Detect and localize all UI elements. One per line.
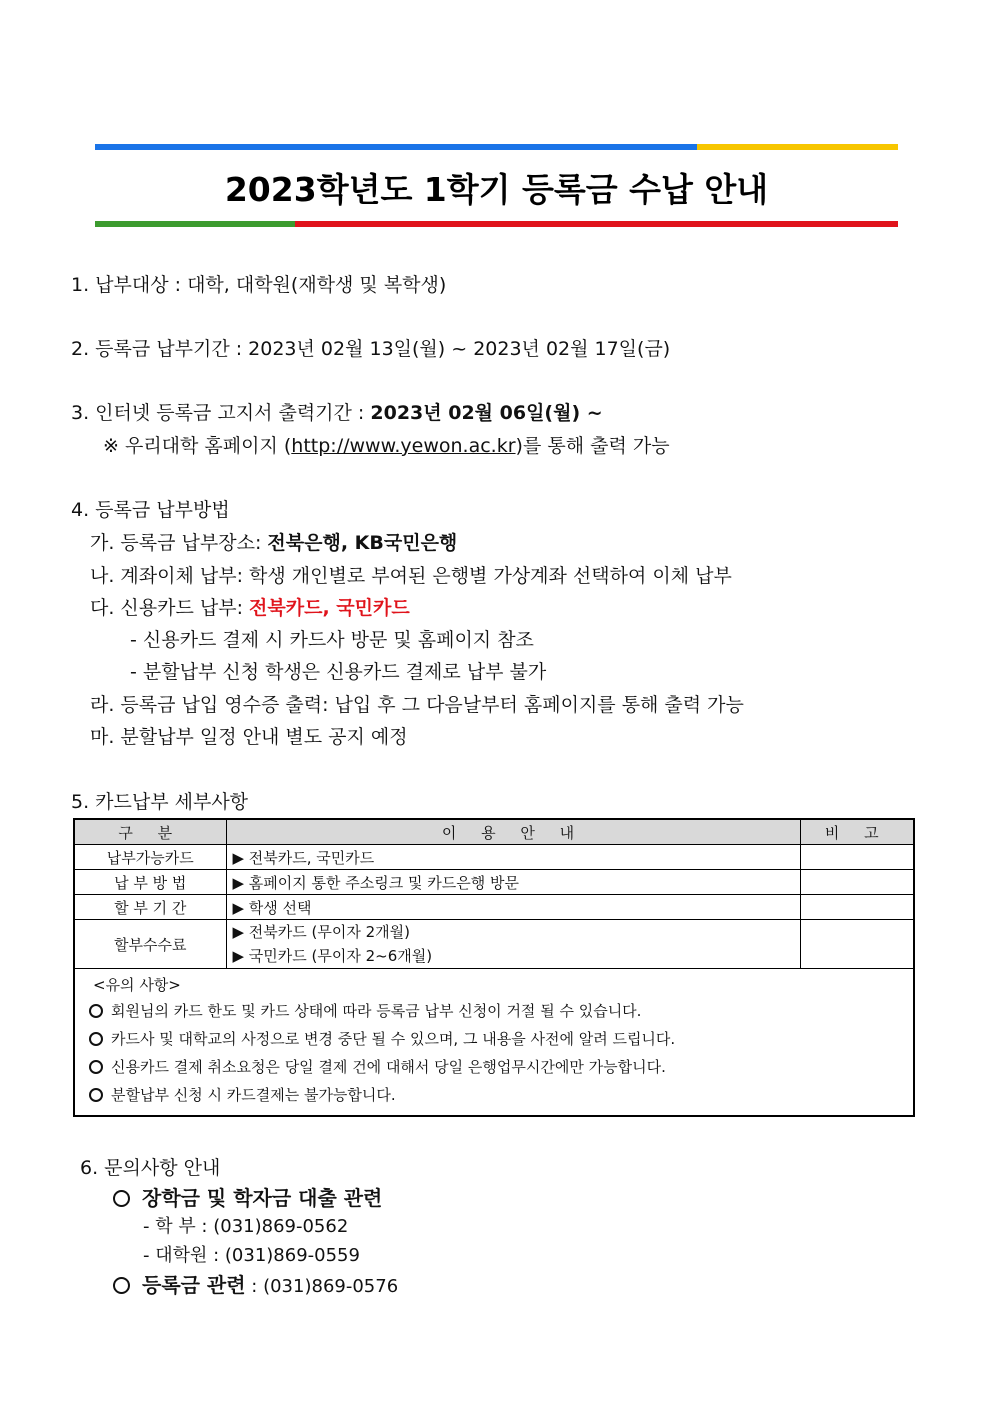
section-4-da — [90, 593, 410, 620]
notes-title: <유의 사항> — [93, 976, 181, 994]
section-3-note-suffix: )를 통해 출력 가능 — [515, 435, 670, 457]
section-4-da-sub1: - 신용카드 결제 시 카드사 방문 및 홈페이지 참조 — [130, 629, 534, 651]
note-text: 신용카드 결제 취소요청은 당일 결제 건에 대해서 당일 은행업무시간에만 가능합니다. — [111, 1058, 666, 1076]
section-4-ma: 마. 분할납부 일정 안내 별도 공지 예정 — [90, 726, 408, 748]
section-4-ga-label: 가. 등록금 납부장소: — [90, 532, 268, 554]
row-label: 할부수수료 — [74, 920, 226, 969]
section-6: 6. 문의사항 안내 — [80, 1157, 221, 1179]
section-4: 4. 등록금 납부방법 — [71, 499, 230, 521]
row-label: 납 부 방 법 — [74, 870, 226, 895]
homepage-link[interactable]: http://www.yewon.ac.kr — [291, 435, 516, 457]
row-info: ▶ 전북카드, 국민카드 — [226, 845, 800, 870]
contact-group-2-label: 등록금 관련 — [142, 1273, 246, 1297]
note-item — [89, 1025, 903, 1053]
section-3 — [71, 398, 603, 425]
circle-bullet-icon — [89, 1032, 103, 1046]
row-note — [800, 845, 914, 870]
row-info-line: ▶ 국민카드 (무이자 2~6개월) — [232, 947, 433, 965]
contact-undergrad: - 학 부 : (031)869-0562 — [143, 1216, 349, 1237]
circle-bullet-icon — [89, 1060, 103, 1074]
section-4-ga — [90, 528, 457, 555]
contact-group-1-title: 장학금 및 학자금 대출 관련 — [142, 1186, 383, 1210]
contact-group-2 — [113, 1269, 398, 1298]
circle-bullet-icon — [89, 1088, 103, 1102]
row-info: ▶ 홈페이지 통한 주소링크 및 카드은행 방문 — [226, 870, 800, 895]
section-4-ga-value: 전북은행, KB국민은행 — [267, 532, 458, 554]
note-item — [89, 1081, 903, 1109]
row-note — [800, 920, 914, 969]
table-row — [74, 870, 914, 895]
section-3-note — [103, 431, 670, 458]
section-1: 1. 납부대상 : 대학, 대학원(재학생 및 복학생) — [71, 274, 447, 296]
top-bar-blue — [95, 144, 697, 150]
section-3-note-prefix: ※ 우리대학 홈페이지 ( — [103, 435, 292, 457]
contact-group-1 — [113, 1182, 382, 1211]
page-title: 2023학년도 1학기 등록금 수납 안내 — [224, 170, 769, 209]
section-4-da-label: 다. 신용카드 납부: — [90, 597, 250, 619]
row-label: 할 부 기 간 — [74, 895, 226, 920]
contact-group-2-phone: : (031)869-0576 — [245, 1276, 399, 1297]
header-remarks: 비 고 — [800, 819, 914, 845]
row-label: 납부가능카드 — [74, 845, 226, 870]
section-4-na: 나. 계좌이체 납부: 학생 개인별로 부여된 은행별 가상계좌 선택하여 이체 납부 — [90, 565, 732, 587]
circle-bullet-icon — [89, 1004, 103, 1018]
notes-row — [74, 969, 914, 1117]
row-info: ▶ 학생 선택 — [226, 895, 800, 920]
table-row — [74, 845, 914, 870]
section-5: 5. 카드납부 세부사항 — [71, 791, 249, 813]
notes-cell — [74, 969, 914, 1117]
note-item — [89, 1053, 903, 1081]
table-header-row — [74, 819, 914, 845]
table-row — [74, 895, 914, 920]
table-row — [74, 920, 914, 969]
card-payment-table — [73, 818, 915, 1117]
circle-bullet-icon — [113, 1190, 130, 1207]
bottom-bar-red — [295, 221, 898, 227]
circle-bullet-icon — [113, 1277, 130, 1294]
header-category: 구 분 — [74, 819, 226, 845]
section-4-da-sub2: - 분할납부 신청 학생은 신용카드 결제로 납부 불가 — [130, 661, 547, 683]
header-usage: 이 용 안 내 — [226, 819, 800, 845]
row-note — [800, 870, 914, 895]
section-3-date: 2023년 02월 06일(월) ~ — [370, 402, 603, 424]
note-item — [89, 997, 903, 1025]
section-3-label: 3. 인터넷 등록금 고지서 출력기간 : — [71, 402, 371, 424]
section-2: 2. 등록금 납부기간 : 2023년 02월 13일(월) ~ 2023년 02월 17일(금) — [71, 338, 671, 360]
row-note — [800, 895, 914, 920]
top-bar-yellow — [697, 144, 898, 150]
section-4-ra: 라. 등록금 납입 영수증 출력: 납입 후 그 다음날부터 홈페이지를 통해 출력 가능 — [90, 694, 744, 716]
row-info — [226, 920, 800, 969]
section-4-da-value: 전북카드, 국민카드 — [249, 597, 410, 619]
bottom-bar-green — [95, 221, 295, 227]
note-text: 카드사 및 대학교의 사정으로 변경 중단 될 수 있으며, 그 내용을 사전에 알려 드립니다. — [111, 1030, 676, 1048]
row-info-line: ▶ 전북카드 (무이자 2개월) — [232, 923, 410, 941]
contact-grad: - 대학원 : (031)869-0559 — [143, 1245, 360, 1266]
note-text: 분할납부 신청 시 카드결제는 불가능합니다. — [111, 1086, 396, 1104]
note-text: 회원님의 카드 한도 및 카드 상태에 따라 등록금 납부 신청이 거절 될 수 있습니다. — [111, 1002, 642, 1020]
